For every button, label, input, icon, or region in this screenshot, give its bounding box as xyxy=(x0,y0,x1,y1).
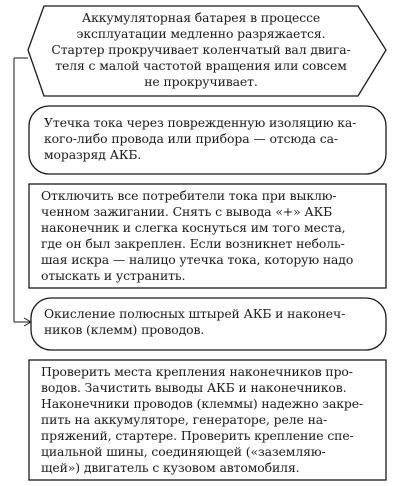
cause-2-text: Окисление полюсных штырей АКБ и наконеч- ников (клемм) проводов. xyxy=(44,306,346,337)
cause-1-text: Утечка тока через поврежденную изоляцию ка- кого-либо провода или прибора — отсюда са- моразряд АКБ. xyxy=(44,115,357,162)
remedy-1-text: Отключить все потребители тока при выклю- ченном зажигании. Снять с вывода «+» АКБ наконечник и слегка коснуться им того места, где он был закреплен. Если возникнет неболь- шая искра — налицо утечка тока, которую надо отыскать и устранить. xyxy=(41,188,354,283)
problem-text: Аккумуляторная батарея в процессе эксплуатации медленно разряжается. Стартер прокручивает коленчатый вал двига- теля с малой частотой вращения или совсем не прокручивает. xyxy=(51,10,351,89)
remedy-2-text: Проверить места крепления наконечников про- водов. Зачистить выводы АКБ и наконечников. Наконечники проводов (клеммы) надежно закре- пить на аккумуляторе, генераторе, реле на- пряжений, стартере. Проверить крепление спе- циальной шины, соединяющей («заземляю- щей») двигатель с кузовом автомобиля. xyxy=(41,364,364,475)
